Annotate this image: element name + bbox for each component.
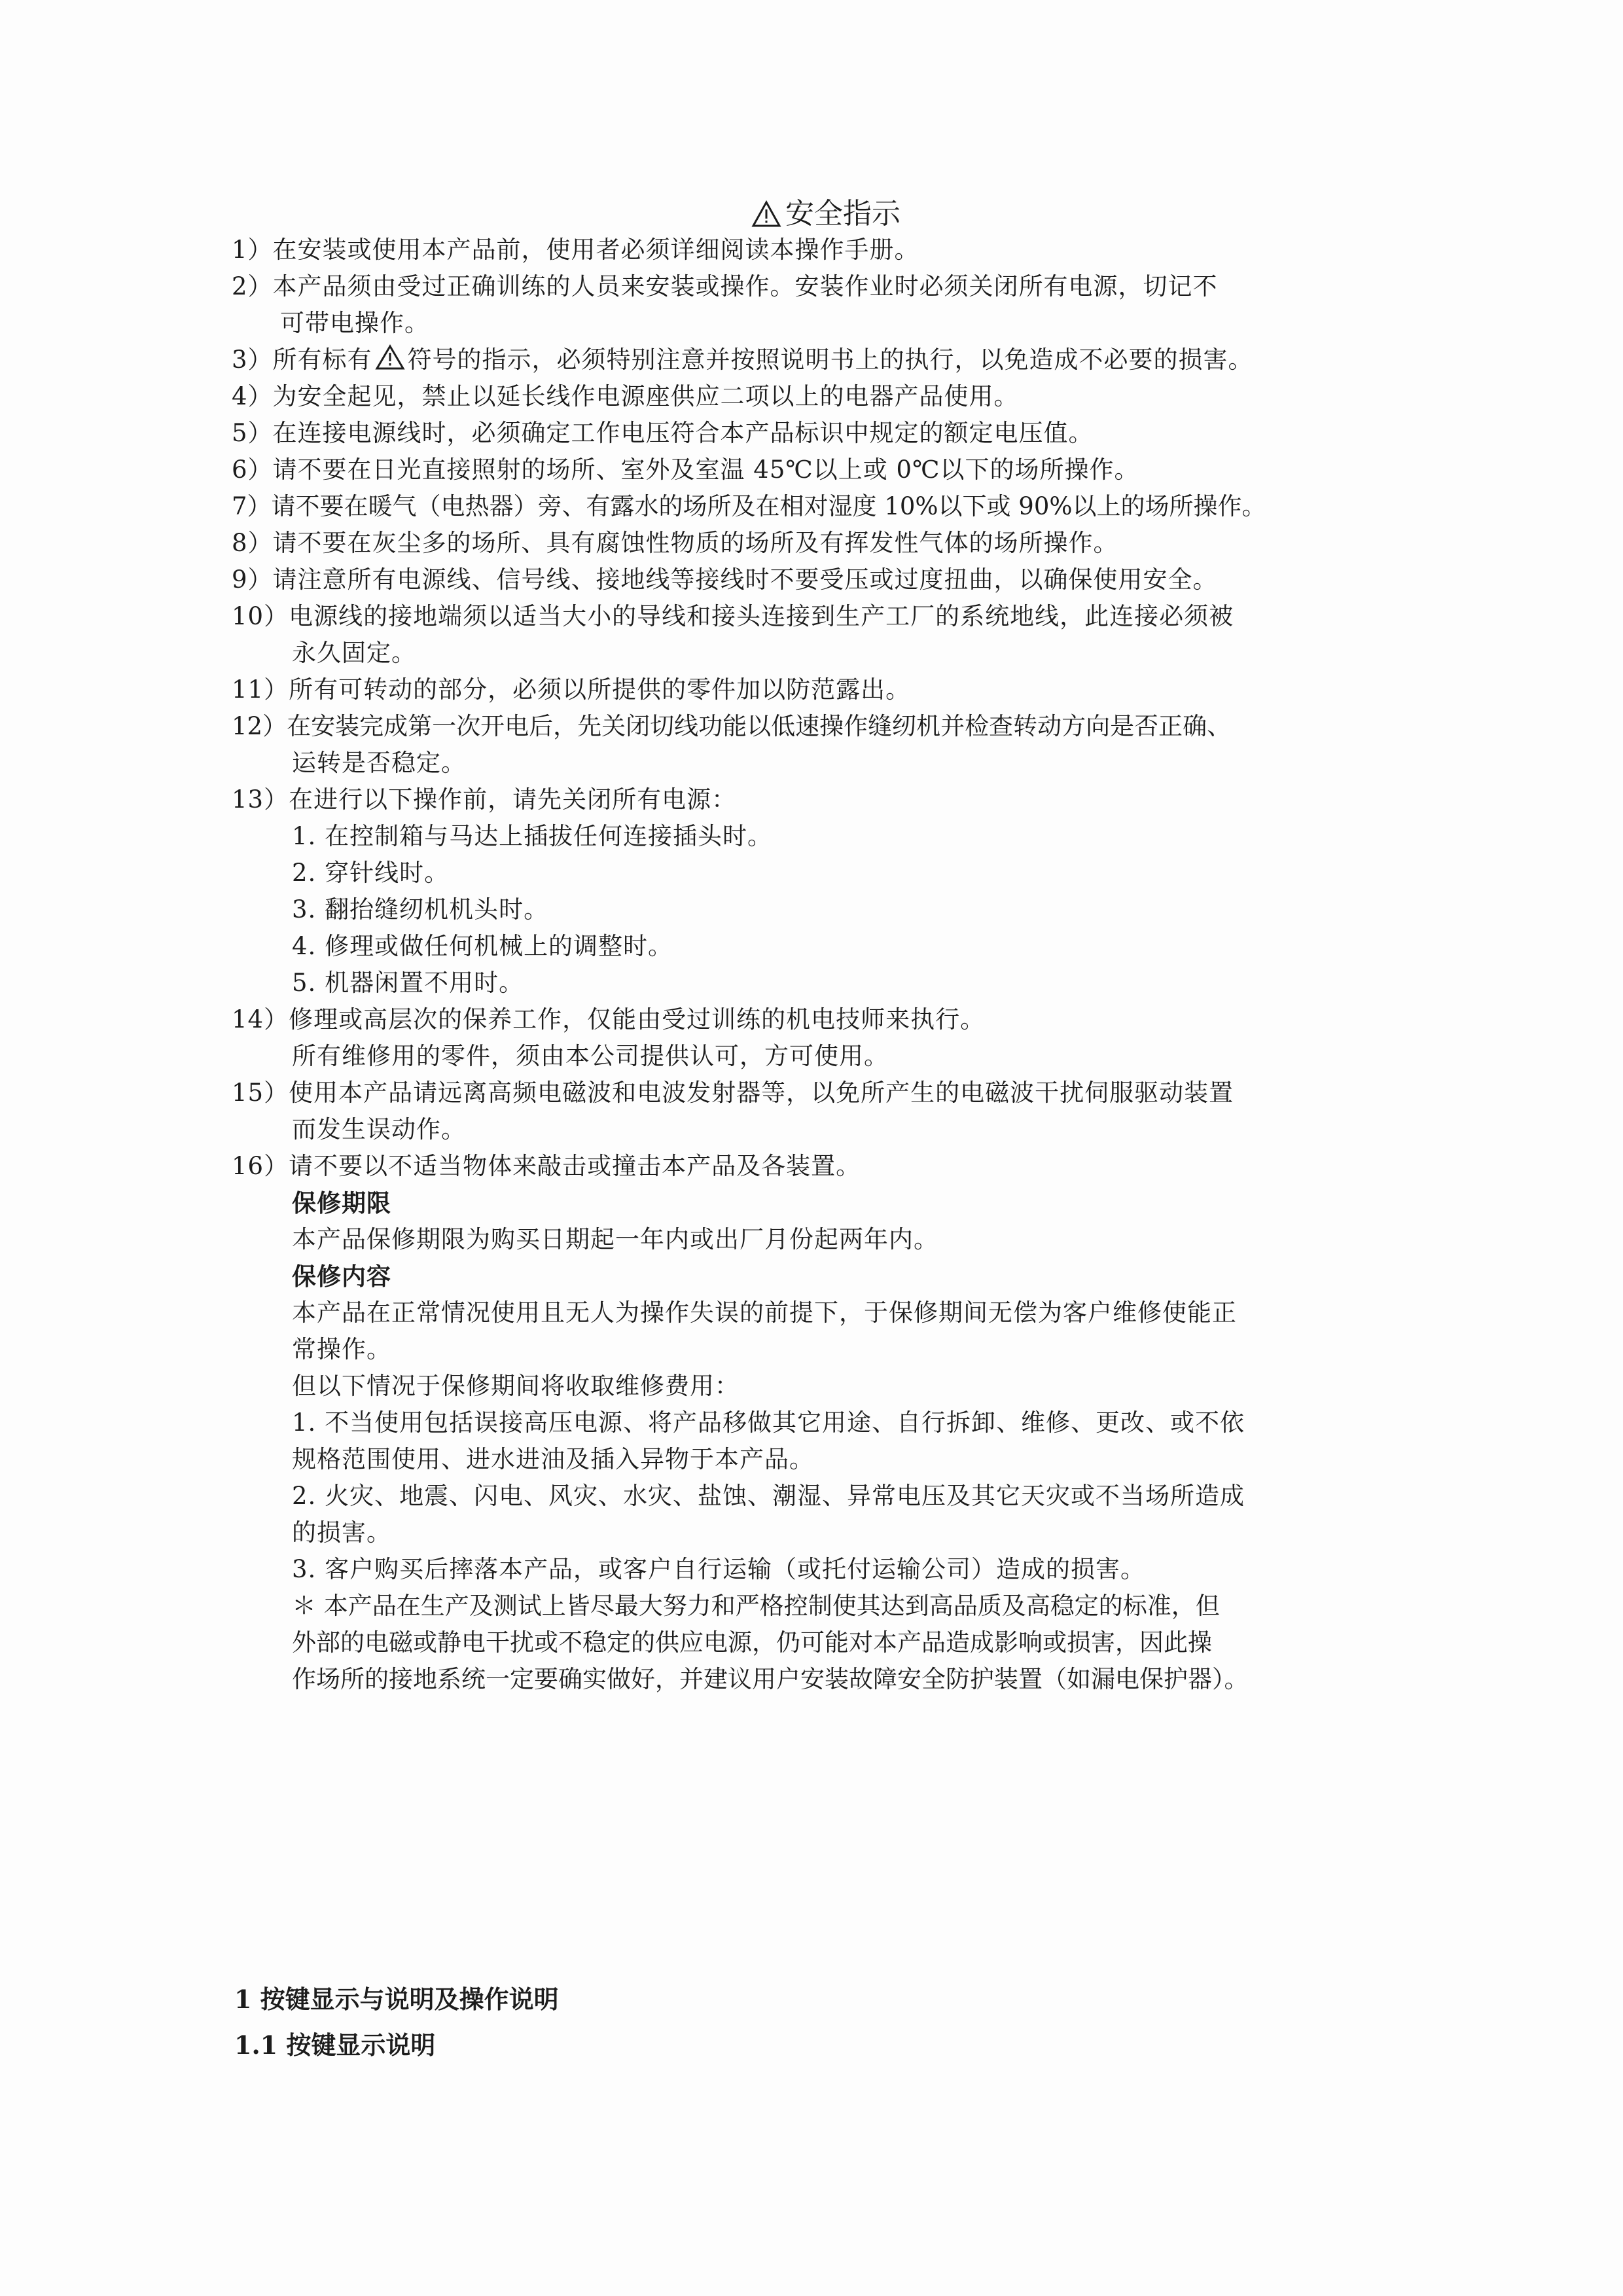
subitem-text: 3. 翻抬缝纫机机头时。 [292, 895, 549, 924]
warranty-content-line: 规格范围使用、进水进油及插入异物于本产品。 [292, 1445, 814, 1473]
safety-subitem [292, 928, 673, 965]
item-number: 10） [232, 602, 289, 630]
warranty-period-heading: 保修期限 [292, 1189, 391, 1217]
warranty-period-text: 本产品保修期限为购买日期起一年内或出厂月份起两年内。 [292, 1225, 938, 1253]
item-text: 可带电操作。 [280, 309, 429, 337]
safety-subitem [292, 891, 548, 928]
section-heading-1: 1 按键显示与说明及操作说明 [234, 1984, 559, 2014]
safety-item-7 [232, 488, 1266, 525]
warranty-content-line: 的损害。 [292, 1518, 391, 1547]
warranty-content-line: 常操作。 [292, 1335, 391, 1363]
safety-subitem [292, 855, 449, 891]
safety-item-8 [232, 525, 1118, 562]
subitem-text: 4. 修理或做任何机械上的调整时。 [292, 932, 673, 960]
item-number: 13） [232, 785, 289, 814]
warranty-content-line: 3. 客户购买后摔落本产品，或客户自行运输（或托付运输公司）造成的损害。 [292, 1555, 1146, 1583]
item-text-pre: 所有标有 [272, 346, 372, 374]
warranty-content-line: 本产品在正常情况使用且无人为操作失误的前提下，于保修期间无偿为客户维修使能正 [292, 1299, 1237, 1327]
safety-item-11 [232, 672, 910, 708]
item-number: 4） [232, 382, 273, 410]
item-text: 所有可转动的部分，必须以所提供的零件加以防范露出。 [289, 675, 911, 704]
item-number: 2） [232, 272, 273, 300]
warranty-content-line: 但以下情况于保修期间将收取维修费用： [292, 1372, 740, 1400]
safety-item-12-cont [292, 745, 466, 781]
safety-subitem [292, 818, 772, 855]
item-text: 在连接电源线时，必须确定工作电压符合本产品标识中规定的额定电压值。 [272, 419, 1094, 447]
warranty-content-line: 作场所的接地系统一定要确实做好，并建议用户安装故障安全防护装置（如漏电保护器）。 [292, 1665, 1249, 1693]
item-number: 3） [232, 346, 273, 374]
subitem-text: 1. 在控制箱与马达上插拔任何连接插头时。 [292, 822, 773, 850]
item-number: 9） [232, 565, 273, 594]
item-number: 1） [232, 236, 273, 264]
item-text: 请注意所有电源线、信号线、接地线等接线时不要受压或过度扭曲，以确保使用安全。 [272, 565, 1218, 594]
item-text: 请不要在暖气（电热器）旁、有露水的场所及在相对湿度 10%以下或 90%以上的场所操作。 [271, 492, 1266, 520]
item-text: 在安装完成第一次开电后，先关闭切线功能以低速操作缝纫机并检查转动方向是否正确、 [287, 712, 1232, 740]
warranty-content-line: 1. 不当使用包括误接高压电源、将产品移做其它用途、自行拆卸、维修、更改、或不依 [292, 1408, 1245, 1437]
safety-item-14-cont [292, 1038, 889, 1075]
safety-item-2-cont [280, 305, 429, 342]
warranty-content-line: 2. 火灾、地震、闪电、风灾、水灾、盐蚀、潮湿、异常电压及其它天灾或不当场所造成 [292, 1482, 1245, 1510]
item-text: 修理或高层次的保养工作，仅能由受过训练的机电技师来执行。 [289, 1005, 986, 1033]
safety-item-2 [232, 268, 1218, 305]
safety-item-13 [232, 781, 736, 818]
safety-item-16 [232, 1148, 861, 1185]
safety-item-1 [232, 232, 919, 268]
item-number: 14） [232, 1005, 289, 1033]
safety-item-6 [232, 452, 1139, 488]
safety-title [751, 191, 901, 237]
item-text: 使用本产品请远离高频电磁波和电波发射器等，以免所产生的电磁波干扰伺服驱动装置 [289, 1079, 1234, 1107]
safety-item-15-cont [292, 1111, 466, 1148]
safety-item-3 [232, 342, 1253, 378]
warranty-content-line: 外部的电磁或静电干扰或不稳定的供应电源，仍可能对本产品造成影响或损害，因此操 [292, 1628, 1212, 1657]
section-heading-1-1: 1.1 按键显示说明 [234, 2030, 436, 2060]
item-text: 在进行以下操作前，请先关闭所有电源： [289, 785, 737, 814]
item-number: 11） [232, 675, 289, 704]
item-text: 本产品须由受过正确训练的人员来安装或操作。安装作业时必须关闭所有电源，切记不 [272, 272, 1218, 300]
item-number: 8） [232, 529, 273, 557]
item-number: 5） [232, 419, 273, 447]
safety-item-4 [232, 378, 1019, 415]
safety-item-15 [232, 1075, 1234, 1111]
subitem-text: 5. 机器闲置不用时。 [292, 969, 524, 997]
safety-item-10 [232, 598, 1234, 635]
item-text: 运转是否稳定。 [292, 749, 466, 777]
item-text: 所有维修用的零件，须由本公司提供认可，方可使用。 [292, 1042, 889, 1070]
item-number: 7） [232, 492, 272, 520]
safety-item-12 [232, 708, 1231, 745]
warranty-content-heading: 保修内容 [292, 1262, 391, 1291]
safety-item-5 [232, 415, 1094, 452]
item-text: 电源线的接地端须以适当大小的导线和接头连接到生产工厂的系统地线，此连接必须被 [289, 602, 1234, 630]
item-number: 16） [232, 1152, 289, 1180]
safety-subitem [292, 965, 524, 1001]
warning-triangle-icon [375, 344, 405, 370]
item-number: 12） [232, 712, 287, 740]
item-text: 请不要在灰尘多的场所、具有腐蚀性物质的场所及有挥发性气体的场所操作。 [272, 529, 1118, 557]
item-text: 请不要在日光直接照射的场所、室外及室温 45℃以上或 0℃以下的场所操作。 [272, 456, 1139, 484]
item-text: 请不要以不适当物体来敲击或撞击本产品及各装置。 [289, 1152, 861, 1180]
item-text: 为安全起见，禁止以延长线作电源座供应二项以上的电器产品使用。 [272, 382, 1019, 410]
safety-item-9 [232, 562, 1218, 598]
item-text: 永久固定。 [292, 639, 416, 667]
safety-item-14 [232, 1001, 985, 1038]
item-number: 6） [232, 456, 273, 484]
item-text: 在安装或使用本产品前，使用者必须详细阅读本操作手册。 [272, 236, 919, 264]
safety-title-text: 安全指示 [785, 197, 901, 230]
item-text-post: 符号的指示，必须特别注意并按照说明书上的执行，以免造成不必要的损害。 [407, 346, 1253, 374]
safety-item-10-cont [292, 635, 416, 672]
warning-triangle-icon [751, 200, 781, 228]
item-text: 而发生误动作。 [292, 1115, 466, 1143]
warranty-content-line: ＊ 本产品在生产及测试上皆尽最大努力和严格控制使其达到高品质及高稳定的标准，但 [292, 1592, 1220, 1620]
subitem-text: 2. 穿针线时。 [292, 859, 450, 887]
item-number: 15） [232, 1079, 289, 1107]
